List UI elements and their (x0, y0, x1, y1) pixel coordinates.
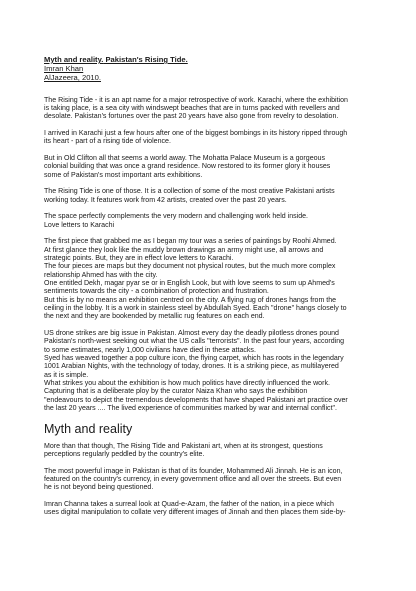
text-line: The most powerful image in Pakistan is that of its founder, Mohammed Ali Jinnah. He is an icon, (44, 467, 343, 475)
paragraph (44, 213, 384, 230)
paragraph (44, 330, 384, 413)
text-line: as it is simple. (44, 371, 89, 379)
text-line: Pakistan's north-west seeking out what the US calls "terrorists". In the past four years, according (44, 338, 345, 346)
paragraph (44, 501, 384, 518)
text-line: Imran Channa takes a surreal look at Quad-e-Azam, the father of the nation, in a piece which (44, 501, 334, 508)
text-line: The four pieces are maps but they document not physical routes, but the much more complex (44, 263, 336, 271)
text-line: But this is by no means an exhibition centred on the city. A flying rug of drones hangs from the (44, 296, 337, 304)
paragraph (44, 97, 384, 122)
text-line: The space perfectly complements the very modern and challenging work held inside. (44, 213, 309, 221)
text-line: strategic points. But, they are in effect love letters to Karachi. (44, 254, 234, 262)
text-line: working today. It features work from 42 artists, created over the past 20 years. (44, 196, 287, 204)
paragraph (44, 443, 384, 460)
text-line: featured on the country's currency, in every government office and all over the streets. But even (44, 476, 342, 484)
text-line: desolate. Pakistan's fortunes over the past 20 years have also gone from revelry to desolation. (44, 113, 339, 121)
paragraph (44, 468, 384, 493)
text-line: the last 20 years .... The lived experience of communities marked by war and internal conflict". (44, 405, 337, 413)
text-line: 1001 Arabian Nights, with the technology of today, drones. It is a striking piece, as multilayered (44, 363, 339, 371)
article-body-continued (44, 443, 384, 518)
paragraph (44, 130, 384, 147)
article-title (44, 55, 384, 64)
text-line: Capturing that is a deliberate ploy by the curator Naiza Khan who says the exhibition (44, 388, 308, 396)
text-line: perceptions regularly peddled by the country's elite. (44, 451, 205, 459)
text-line: some of Pakistan's most important arts exhibitions. (44, 171, 203, 179)
text-line: colonial building that was once a grand residence. Now restored to its former glory it houses (44, 163, 331, 171)
text-line: to some estimates, nearly 1,000 civilians have died in these attacks. (44, 346, 256, 354)
text-line: I arrived in Karachi just a few hours after one of the biggest bombings in its history ripped through (44, 129, 348, 137)
text-line: US drone strikes are big issue in Pakistan. Almost every day the deadly pilotless drones pound (44, 329, 339, 337)
text-line: ceiling in the lobby. It is a work in stainless steel by Abdullah Syed. Each "drone" hangs closely to (44, 304, 347, 312)
article-source: AlJazeera, 2010. (44, 73, 101, 83)
text-line: the next and they are bookended by metallic rug features on each end. (44, 313, 265, 321)
paragraph (44, 155, 384, 180)
text-line: The first piece that grabbed me as I began my tour was a series of paintings by Roohi Ahmed. (44, 238, 337, 246)
text-line: "endeavours to depict the tremendous developments that have shaped Pakistani art practice over (44, 396, 348, 404)
text-line: But in Old Clifton all that seems a world away. The Mohatta Palace Museum is a gorgeous (44, 154, 325, 162)
text-line: The Rising Tide is one of those. It is a collection of some of the most creative Pakistani artists (44, 188, 335, 196)
text-line: uses digital manipulation to collate very different images of Jinnah and then places them side-by- (44, 509, 346, 517)
text-line: he is not beyond being questioned. (44, 484, 154, 492)
text-line: What strikes you about the exhibition is how much politics have directly influenced the work. (44, 380, 330, 388)
text-line: its heart - part of a rising tide of violence. (44, 138, 171, 146)
title-part-1: Myth and reality. (44, 55, 104, 64)
text-line: One entitled Dekh, magar pyar se or in English Look, but with love seems to sum up Ahmed's (44, 279, 335, 287)
text-line: Syed has weaved together a pop culture icon, the flying carpet, which has roots in the legendary (44, 354, 344, 362)
text-line: Love letters to Karachi (44, 221, 115, 229)
article-body (44, 97, 384, 414)
article-author: Imran Khan (44, 64, 84, 74)
text-line: At first glance they look like the muddy brown drawings an army might use, all arrows and (44, 246, 324, 254)
section-heading: Myth and reality (44, 421, 133, 436)
text-line: More than that though, The Rising Tide and Pakistani art, when at its strongest, questions (44, 442, 323, 450)
text-line: relationship Ahmed has with the city. (44, 271, 158, 279)
text-line: sentiments towards the city - a combination of protection and frustration. (44, 288, 269, 296)
document-page (44, 55, 384, 526)
text-line: is taking place, is a sea city with windswept beaches that are in turns packed with revellers and (44, 104, 340, 112)
paragraph (44, 188, 384, 205)
paragraph (44, 238, 384, 321)
title-part-2: Pakistan's Rising Tide. (105, 55, 188, 64)
text-line: The Rising Tide - it is an apt name for a major retrospective of work. Karachi, where the exhibition (44, 96, 348, 104)
